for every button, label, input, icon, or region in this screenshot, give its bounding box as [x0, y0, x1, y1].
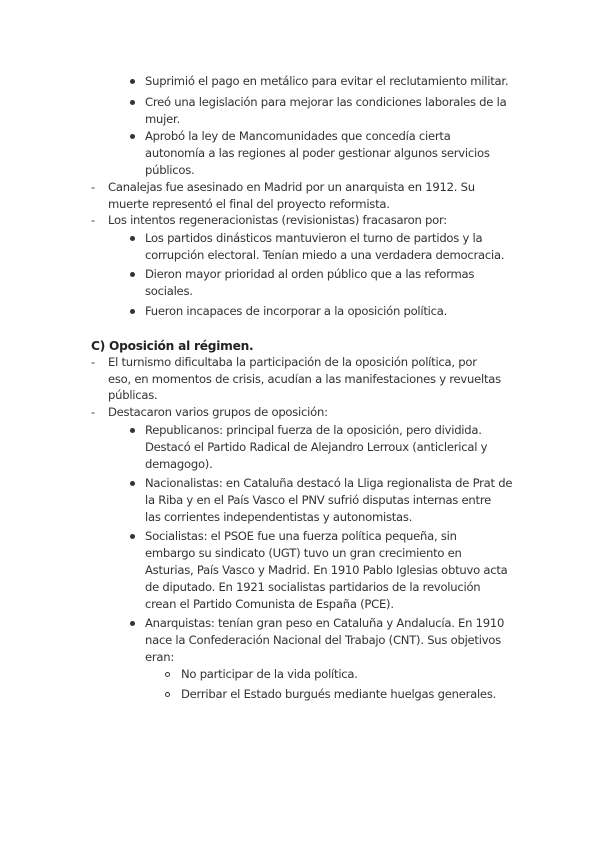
dash-marker: - — [91, 405, 96, 419]
bullet-marker — [130, 79, 135, 84]
dash-marker: - — [91, 180, 96, 194]
list-item-continuation: la Riba y en el País Vasco el PNV sufrió disputas internas entre — [145, 493, 491, 507]
list-item: Fueron incapaces de incorporar a la oposición política. — [145, 304, 448, 318]
dash-marker: - — [91, 213, 96, 227]
bullet-marker — [130, 236, 135, 241]
bullet-marker — [130, 534, 135, 539]
bullet-marker — [130, 621, 135, 626]
list-item: Creó una legislación para mejorar las condiciones laborales de la — [145, 95, 507, 109]
list-item-continuation: sociales. — [145, 284, 193, 298]
bullet-marker — [130, 100, 135, 105]
list-item-continuation: mujer. — [145, 112, 180, 126]
sub-list-item: No participar de la vida política. — [181, 667, 358, 681]
dash-item-continuation: muerte representó el final del proyecto reformista. — [108, 197, 390, 211]
list-item-continuation: Asturias, País Vasco y Madrid. En 1910 Pablo Iglesias obtuvo acta — [145, 563, 508, 577]
list-item-continuation: embargo su sindicato (UGT) tuvo un gran crecimiento en — [145, 546, 462, 560]
bullet-marker — [130, 481, 135, 486]
list-item: Anarquistas: tenían gran peso en Cataluña y Andalucía. En 1910 — [145, 616, 505, 630]
list-item: Republicanos: principal fuerza de la oposición, pero dividida. — [145, 423, 482, 437]
list-item-continuation: de diputado. En 1921 socialistas partidarios de la revolución — [145, 580, 481, 594]
circle-bullet-marker — [165, 692, 170, 697]
bullet-marker — [130, 309, 135, 314]
list-item: Socialistas: el PSOE fue una fuerza política pequeña, sin — [145, 529, 457, 543]
list-item-continuation: las corrientes independentistas y autonomistas. — [145, 510, 413, 524]
list-item-continuation: demagogo). — [145, 457, 213, 471]
list-item: Dieron mayor prioridad al orden público que a las reformas — [145, 267, 475, 281]
list-item-continuation: nace la Confederación Nacional del Trabajo (CNT). Sus objetivos — [145, 633, 501, 647]
sub-list-item: Derribar el Estado burgués mediante huelgas generales. — [181, 687, 497, 701]
dash-item: El turnismo dificultaba la participación de la oposición política, por — [108, 355, 477, 369]
section-heading: C) Oposición al régimen. — [91, 339, 254, 353]
list-item-continuation: públicos. — [145, 163, 195, 177]
list-item-continuation: Destacó el Partido Radical de Alejandro Lerroux (anticlerical y — [145, 440, 488, 454]
list-item: Los partidos dinásticos mantuvieron el turno de partidos y la — [145, 231, 483, 245]
circle-bullet-marker — [165, 672, 170, 677]
bullet-marker — [130, 428, 135, 433]
list-item: Aprobó la ley de Mancomunidades que concedía cierta — [145, 129, 451, 143]
bullet-marker — [130, 134, 135, 139]
dash-item-continuation: eso, en momentos de crisis, acudían a las manifestaciones y revueltas — [108, 372, 501, 386]
list-item-continuation: crean el Partido Comunista de España (PCE). — [145, 597, 394, 611]
dash-marker: - — [91, 355, 96, 369]
dash-item: Destacaron varios grupos de oposición: — [108, 405, 328, 419]
dash-item: Los intentos regeneracionistas (revisionistas) fracasaron por: — [108, 213, 447, 227]
list-item-continuation: eran: — [145, 650, 175, 664]
list-item-continuation: corrupción electoral. Tenían miedo a una verdadera democracia. — [145, 248, 505, 262]
list-item-continuation: autonomía a las regiones al poder gestionar algunos servicios — [145, 146, 490, 160]
dash-item-continuation: públicas. — [108, 388, 158, 402]
dash-item: Canalejas fue asesinado en Madrid por un anarquista en 1912. Su — [108, 180, 475, 194]
list-item: Suprimió el pago en metálico para evitar el reclutamiento militar. — [145, 74, 509, 88]
bullet-marker — [130, 272, 135, 277]
list-item: Nacionalistas: en Cataluña destacó la Lliga regionalista de Prat de — [145, 476, 513, 490]
